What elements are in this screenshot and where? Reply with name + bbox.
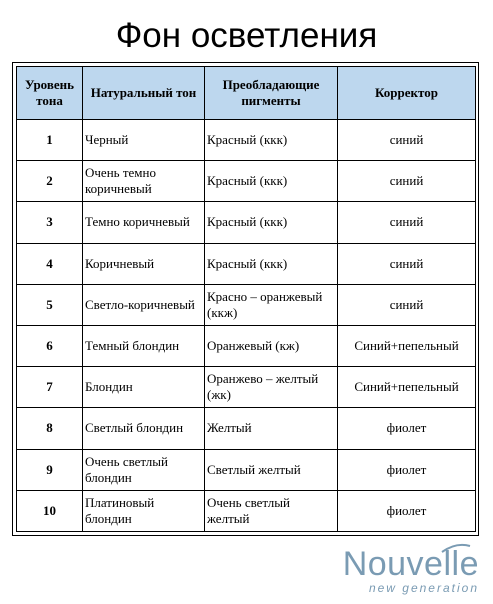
cell-corrector: фиолет	[338, 408, 476, 449]
cell-pigment: Светлый желтый	[205, 449, 338, 490]
table-row	[17, 284, 476, 325]
cell-level: 9	[17, 449, 83, 490]
cell-pigment: Красный (ккк)	[205, 243, 338, 284]
table-row	[17, 161, 476, 202]
cell-corrector: синий	[338, 284, 476, 325]
table-frame	[12, 62, 479, 536]
cell-tone: Коричневый	[83, 243, 205, 284]
cell-tone: Очень светлый блондин	[83, 449, 205, 490]
cell-corrector: синий	[338, 161, 476, 202]
cell-tone: Блондин	[83, 367, 205, 408]
cell-pigment: Красный (ккк)	[205, 161, 338, 202]
cell-level: 3	[17, 202, 83, 243]
table-row	[17, 325, 476, 366]
cell-tone: Темно коричневый	[83, 202, 205, 243]
cell-pigment: Оранжево – желтый (жк)	[205, 367, 338, 408]
header-level: Уровень тона	[17, 67, 83, 120]
cell-level: 4	[17, 243, 83, 284]
table-row	[17, 490, 476, 531]
cell-level: 2	[17, 161, 83, 202]
cell-corrector: синий	[338, 202, 476, 243]
table-row	[17, 367, 476, 408]
table-row	[17, 202, 476, 243]
header-row	[17, 67, 476, 120]
cell-tone: Черный	[83, 120, 205, 161]
lightening-table	[16, 66, 476, 532]
table-row	[17, 120, 476, 161]
header-corrector: Корректор	[338, 67, 476, 120]
cell-level: 8	[17, 408, 83, 449]
cell-level: 7	[17, 367, 83, 408]
cell-pigment: Красно – оранжевый (ккж)	[205, 284, 338, 325]
cell-tone: Светло-коричневый	[83, 284, 205, 325]
cell-level: 5	[17, 284, 83, 325]
cell-tone: Платиновый блондин	[83, 490, 205, 531]
cell-corrector: Синий+пепельный	[338, 325, 476, 366]
cell-pigment: Очень светлый желтый	[205, 490, 338, 531]
cell-level: 10	[17, 490, 83, 531]
cell-level: 6	[17, 325, 83, 366]
cell-tone: Светлый блондин	[83, 408, 205, 449]
cell-level: 1	[17, 120, 83, 161]
cell-tone: Очень темно коричневый	[83, 161, 205, 202]
table-row	[17, 408, 476, 449]
brand-logo	[343, 546, 479, 594]
logo-tagline: new generation	[368, 581, 479, 595]
table-row	[17, 449, 476, 490]
cell-corrector: синий	[338, 120, 476, 161]
cell-corrector: Синий+пепельный	[338, 367, 476, 408]
page-title: Фон осветления	[115, 16, 378, 55]
cell-pigment: Оранжевый (кж)	[205, 325, 338, 366]
cell-pigment: Красный (ккк)	[205, 202, 338, 243]
header-tone: Натуральный тон	[83, 67, 205, 120]
cell-corrector: синий	[338, 243, 476, 284]
cell-pigment: Красный (ккк)	[205, 120, 338, 161]
cell-pigment: Желтый	[205, 408, 338, 449]
cell-corrector: фиолет	[338, 490, 476, 531]
header-pigment: Преобладающие пигменты	[205, 67, 338, 120]
logo-name: Nouvelle	[342, 545, 479, 583]
cell-tone: Темный блондин	[83, 325, 205, 366]
table-row	[17, 243, 476, 284]
cell-corrector: фиолет	[338, 449, 476, 490]
